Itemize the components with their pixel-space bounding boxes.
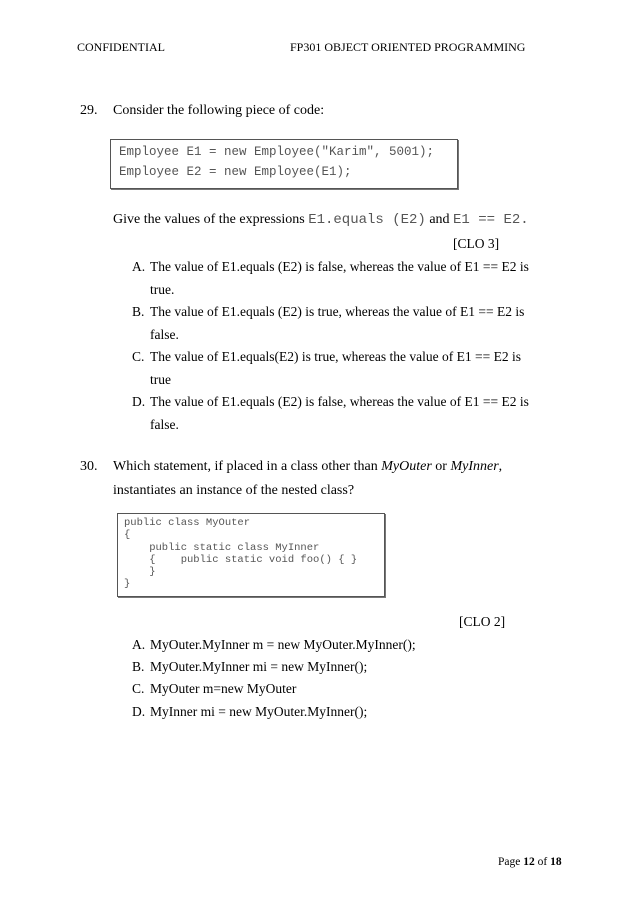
code-line: { xyxy=(124,529,131,541)
option-30-b xyxy=(132,659,368,675)
option-text: MyOuter.MyInner m = new MyOuter.MyInner(); xyxy=(150,637,416,652)
of-label: of xyxy=(537,856,548,868)
page-number xyxy=(498,856,562,868)
clo-label-30: [CLO 2] xyxy=(459,614,506,629)
option-text: The value of E1.equals (E2) is true, whereas the value of E1 == E2 is xyxy=(150,304,525,319)
option-text: The value of E1.equals(E2) is true, whereas the value of E1 == E2 is xyxy=(150,349,521,364)
option-letter: D. xyxy=(132,704,146,719)
question-29-text xyxy=(113,212,529,228)
option-30-c xyxy=(132,681,297,697)
code-line: } xyxy=(124,566,156,578)
question-30-text-comma: , xyxy=(498,459,503,474)
header-confidential: CONFIDENTIAL xyxy=(77,40,165,54)
option-29-b xyxy=(132,304,525,320)
option-29-d-cont: false. xyxy=(150,417,179,432)
option-letter: C. xyxy=(132,349,145,364)
question-30-number: 30. xyxy=(80,459,98,474)
option-text: The value of E1.equals (E2) is false, whereas the value of E1 == E2 is xyxy=(150,394,529,409)
question-30-text-or: or xyxy=(431,459,451,474)
question-29-text-pre: Give the values of the expressions xyxy=(113,212,309,227)
question-30-line1 xyxy=(113,459,502,475)
option-29-d xyxy=(132,394,529,410)
question-29-text-and: and xyxy=(425,212,454,227)
code-block-30 xyxy=(117,513,385,597)
question-30-text-pre: Which statement, if placed in a class other than xyxy=(113,459,382,474)
code-line: { public static void foo() { } xyxy=(124,554,358,566)
option-letter: C. xyxy=(132,681,145,696)
expression-equals: E1.equals (E2) xyxy=(308,212,426,228)
option-text: The value of E1.equals (E2) is false, whereas the value of E1 == E2 is xyxy=(150,259,529,274)
option-text: MyInner mi = new MyOuter.MyInner(); xyxy=(150,704,368,719)
code-block-29 xyxy=(110,139,458,189)
clo-label-29: [CLO 3] xyxy=(453,236,500,251)
code-line: } xyxy=(124,578,131,590)
total-pages: 18 xyxy=(550,856,562,868)
question-29-prompt: Consider the following piece of code: xyxy=(113,103,325,118)
code-line: Employee E2 = new Employee(E1); xyxy=(119,165,352,179)
option-29-a-cont: true. xyxy=(150,282,175,297)
option-29-a xyxy=(132,259,529,275)
option-letter: A. xyxy=(132,637,146,652)
code-line: public static class MyInner xyxy=(124,542,320,554)
option-letter: D. xyxy=(132,394,146,409)
option-letter: B. xyxy=(132,304,145,319)
option-29-b-cont: false. xyxy=(150,327,179,342)
expression-double-equals: E1 == E2. xyxy=(453,212,529,228)
question-29-number: 29. xyxy=(80,103,98,118)
option-30-a xyxy=(132,637,416,653)
option-text: MyOuter.MyInner mi = new MyInner(); xyxy=(150,659,368,674)
code-line: public class MyOuter xyxy=(124,517,251,529)
class-name-myinner: MyInner xyxy=(450,459,499,474)
current-page: 12 xyxy=(523,856,535,868)
question-30-line2: instantiates an instance of the nested class? xyxy=(113,483,355,498)
option-30-d xyxy=(132,704,368,720)
code-line: Employee E1 = new Employee("Karim", 5001); xyxy=(119,145,435,159)
option-29-c-cont: true xyxy=(150,372,171,387)
option-letter: A. xyxy=(132,259,146,274)
option-text: MyOuter m=new MyOuter xyxy=(150,681,297,696)
page-label: Page xyxy=(498,856,521,868)
header-course-title: FP301 OBJECT ORIENTED PROGRAMMING xyxy=(290,40,526,54)
class-name-myouter: MyOuter xyxy=(381,459,432,474)
option-29-c xyxy=(132,349,521,365)
option-letter: B. xyxy=(132,659,145,674)
